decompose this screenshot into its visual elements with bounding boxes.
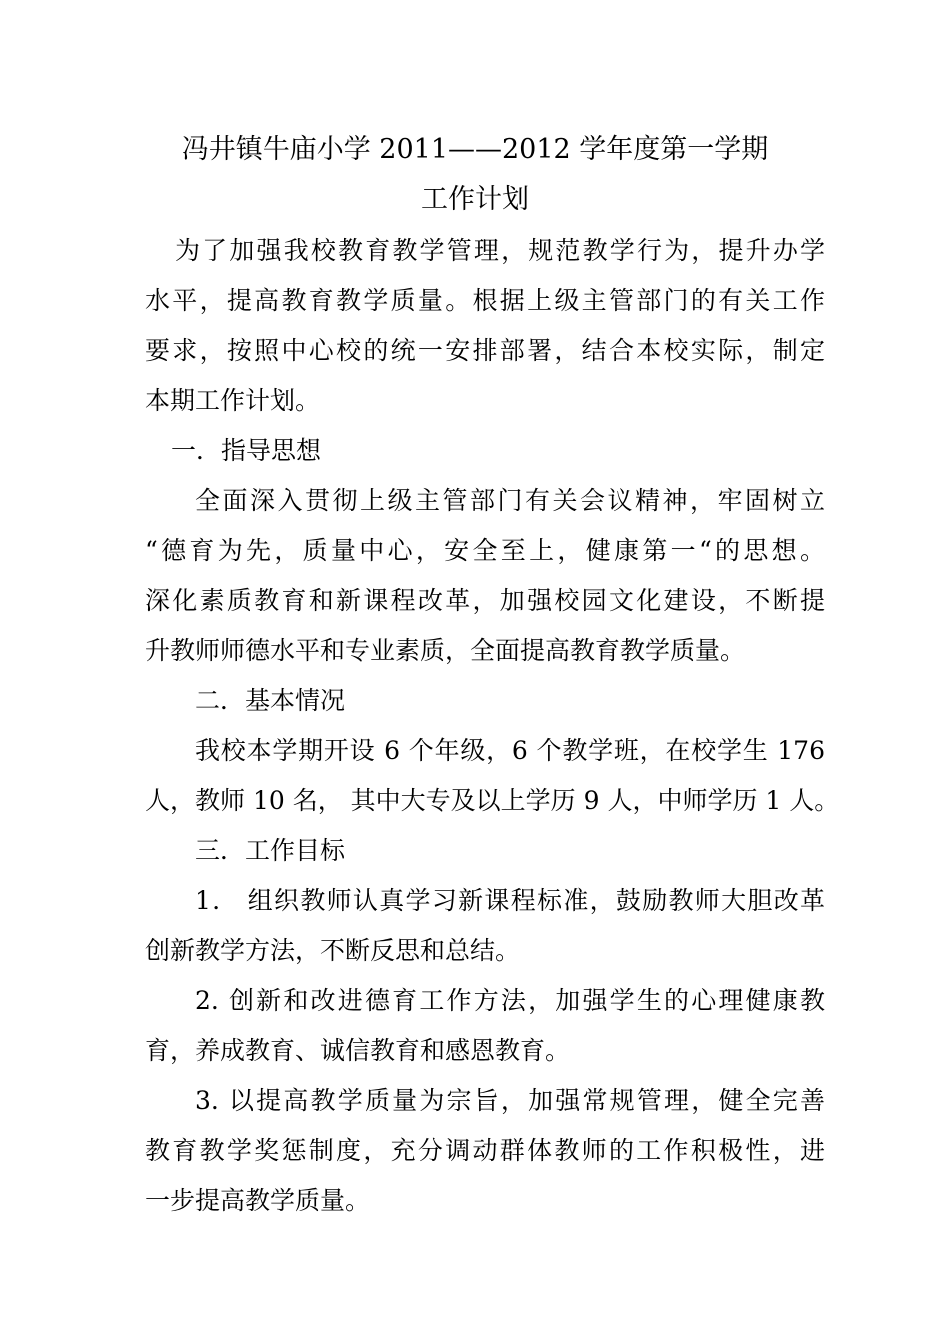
intro-paragraph-line-4: 本期工作计划。: [145, 386, 321, 415]
goal-1-line-1: 1． 组织教师认真学习新课程标准，鼓励教师大胆改革: [195, 886, 825, 915]
situation-paragraph-line-1: 我校本学期开设 6 个年级，6 个教学班，在校学生 176: [195, 736, 825, 765]
section-heading-basic-situation: 二．基本情况: [195, 686, 346, 715]
intro-paragraph-line-2: 水平，提高教育教学质量。根据上级主管部门的有关工作: [145, 286, 825, 315]
guiding-paragraph-line-2: “德育为先，质量中心，安全至上，健康第一“的思想。: [145, 536, 825, 565]
guiding-paragraph-line-3: 深化素质教育和新课程改革，加强校园文化建设，不断提: [145, 586, 825, 615]
goal-3-line-1: 3. 以提高教学质量为宗旨，加强常规管理，健全完善: [195, 1086, 825, 1115]
situation-paragraph-line-2: 人，教师 10 名， 其中大专及以上学历 9 人，中师学历 1 人。: [145, 786, 840, 815]
document-subtitle: 工作计划: [421, 184, 529, 215]
goal-3-line-2: 教育教学奖惩制度，充分调动群体教师的工作积极性，进: [145, 1136, 825, 1165]
document-title: 冯井镇牛庙小学 2011——2012 学年度第一学期: [181, 134, 769, 165]
goal-3-line-3: 一步提高教学质量。: [145, 1186, 371, 1215]
goal-1-line-2: 创新教学方法，不断反思和总结。: [145, 936, 521, 965]
intro-paragraph-line-3: 要求，按照中心校的统一安排部署，结合本校实际，制定: [145, 336, 825, 365]
section-heading-guiding-ideas: 一．指导思想: [171, 436, 322, 465]
goal-2-line-2: 育，养成教育、诚信教育和感恩教育。: [145, 1036, 571, 1065]
intro-paragraph-line-1: 为了加强我校教育教学管理，规范教学行为，提升办学: [175, 236, 825, 265]
guiding-paragraph-line-1: 全面深入贯彻上级主管部门有关会议精神，牢固树立: [195, 486, 825, 515]
guiding-paragraph-line-4: 升教师师德水平和专业素质，全面提高教育教学质量。: [145, 636, 746, 665]
section-heading-work-goals: 三．工作目标: [195, 836, 346, 865]
goal-2-line-1: 2. 创新和改进德育工作方法，加强学生的心理健康教: [195, 986, 825, 1015]
